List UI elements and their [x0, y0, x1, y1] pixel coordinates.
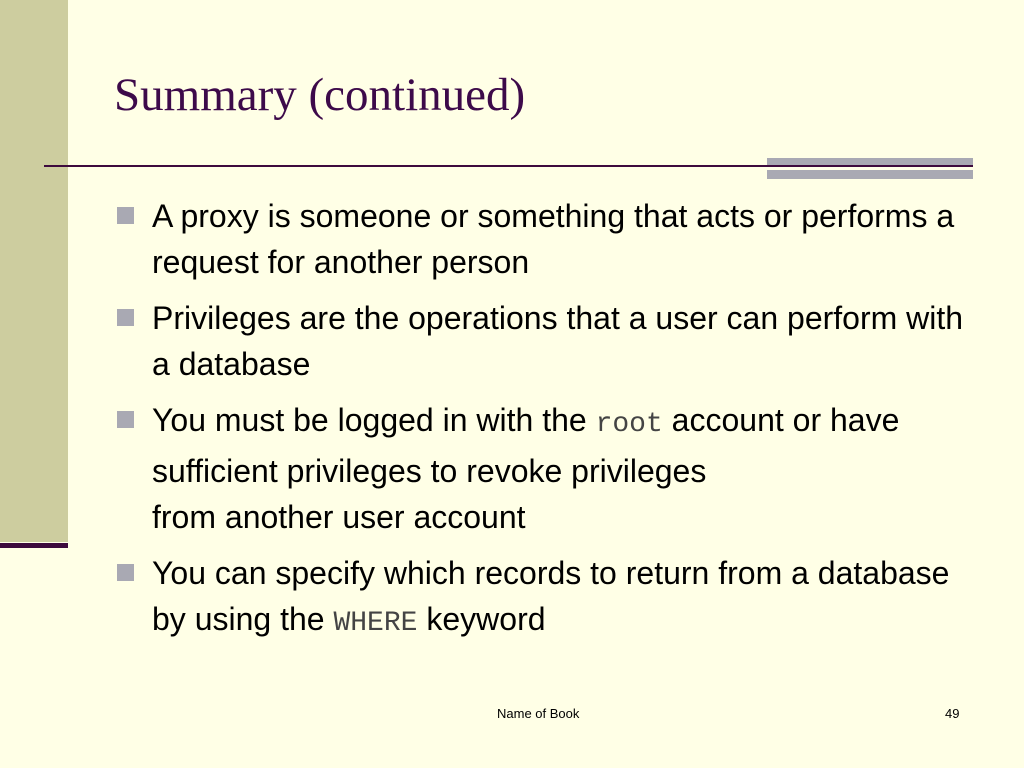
square-bullet-icon	[117, 411, 134, 428]
square-bullet-icon	[117, 309, 134, 326]
bullet-text: You can specify which records to return from a database by using the	[152, 555, 950, 637]
bullet-text: You must be logged in with the	[152, 402, 596, 438]
bullet-text-continuation: from another user account	[152, 499, 526, 535]
footer-page-number: 49	[945, 706, 960, 721]
square-bullet-icon	[117, 564, 134, 581]
bullet-item-privileges	[114, 295, 974, 387]
footer-book-name: Name of Book	[497, 706, 580, 721]
left-band-underline	[0, 543, 68, 548]
bullet-item-where-keyword	[114, 550, 974, 647]
accent-bar-bottom	[767, 170, 973, 179]
code-root: root	[595, 409, 663, 440]
left-decorative-band	[0, 0, 68, 542]
bullet-text: account or have sufficient privileges to revoke privileges	[152, 402, 900, 489]
accent-bar-top	[767, 158, 973, 165]
bullet-item-root-account	[114, 397, 974, 540]
slide-title: Summary (continued)	[114, 69, 526, 121]
square-bullet-icon	[117, 207, 134, 224]
bullet-text: keyword	[417, 601, 546, 637]
bullet-list	[114, 193, 974, 657]
bullet-item-proxy	[114, 193, 974, 285]
bullet-text: A proxy is someone or something that acts or performs a request for another person	[152, 198, 955, 280]
bullet-text: Privileges are the operations that a user can perform with a database	[152, 300, 964, 382]
title-divider-line	[44, 165, 973, 167]
code-where: WHERE	[333, 608, 418, 639]
